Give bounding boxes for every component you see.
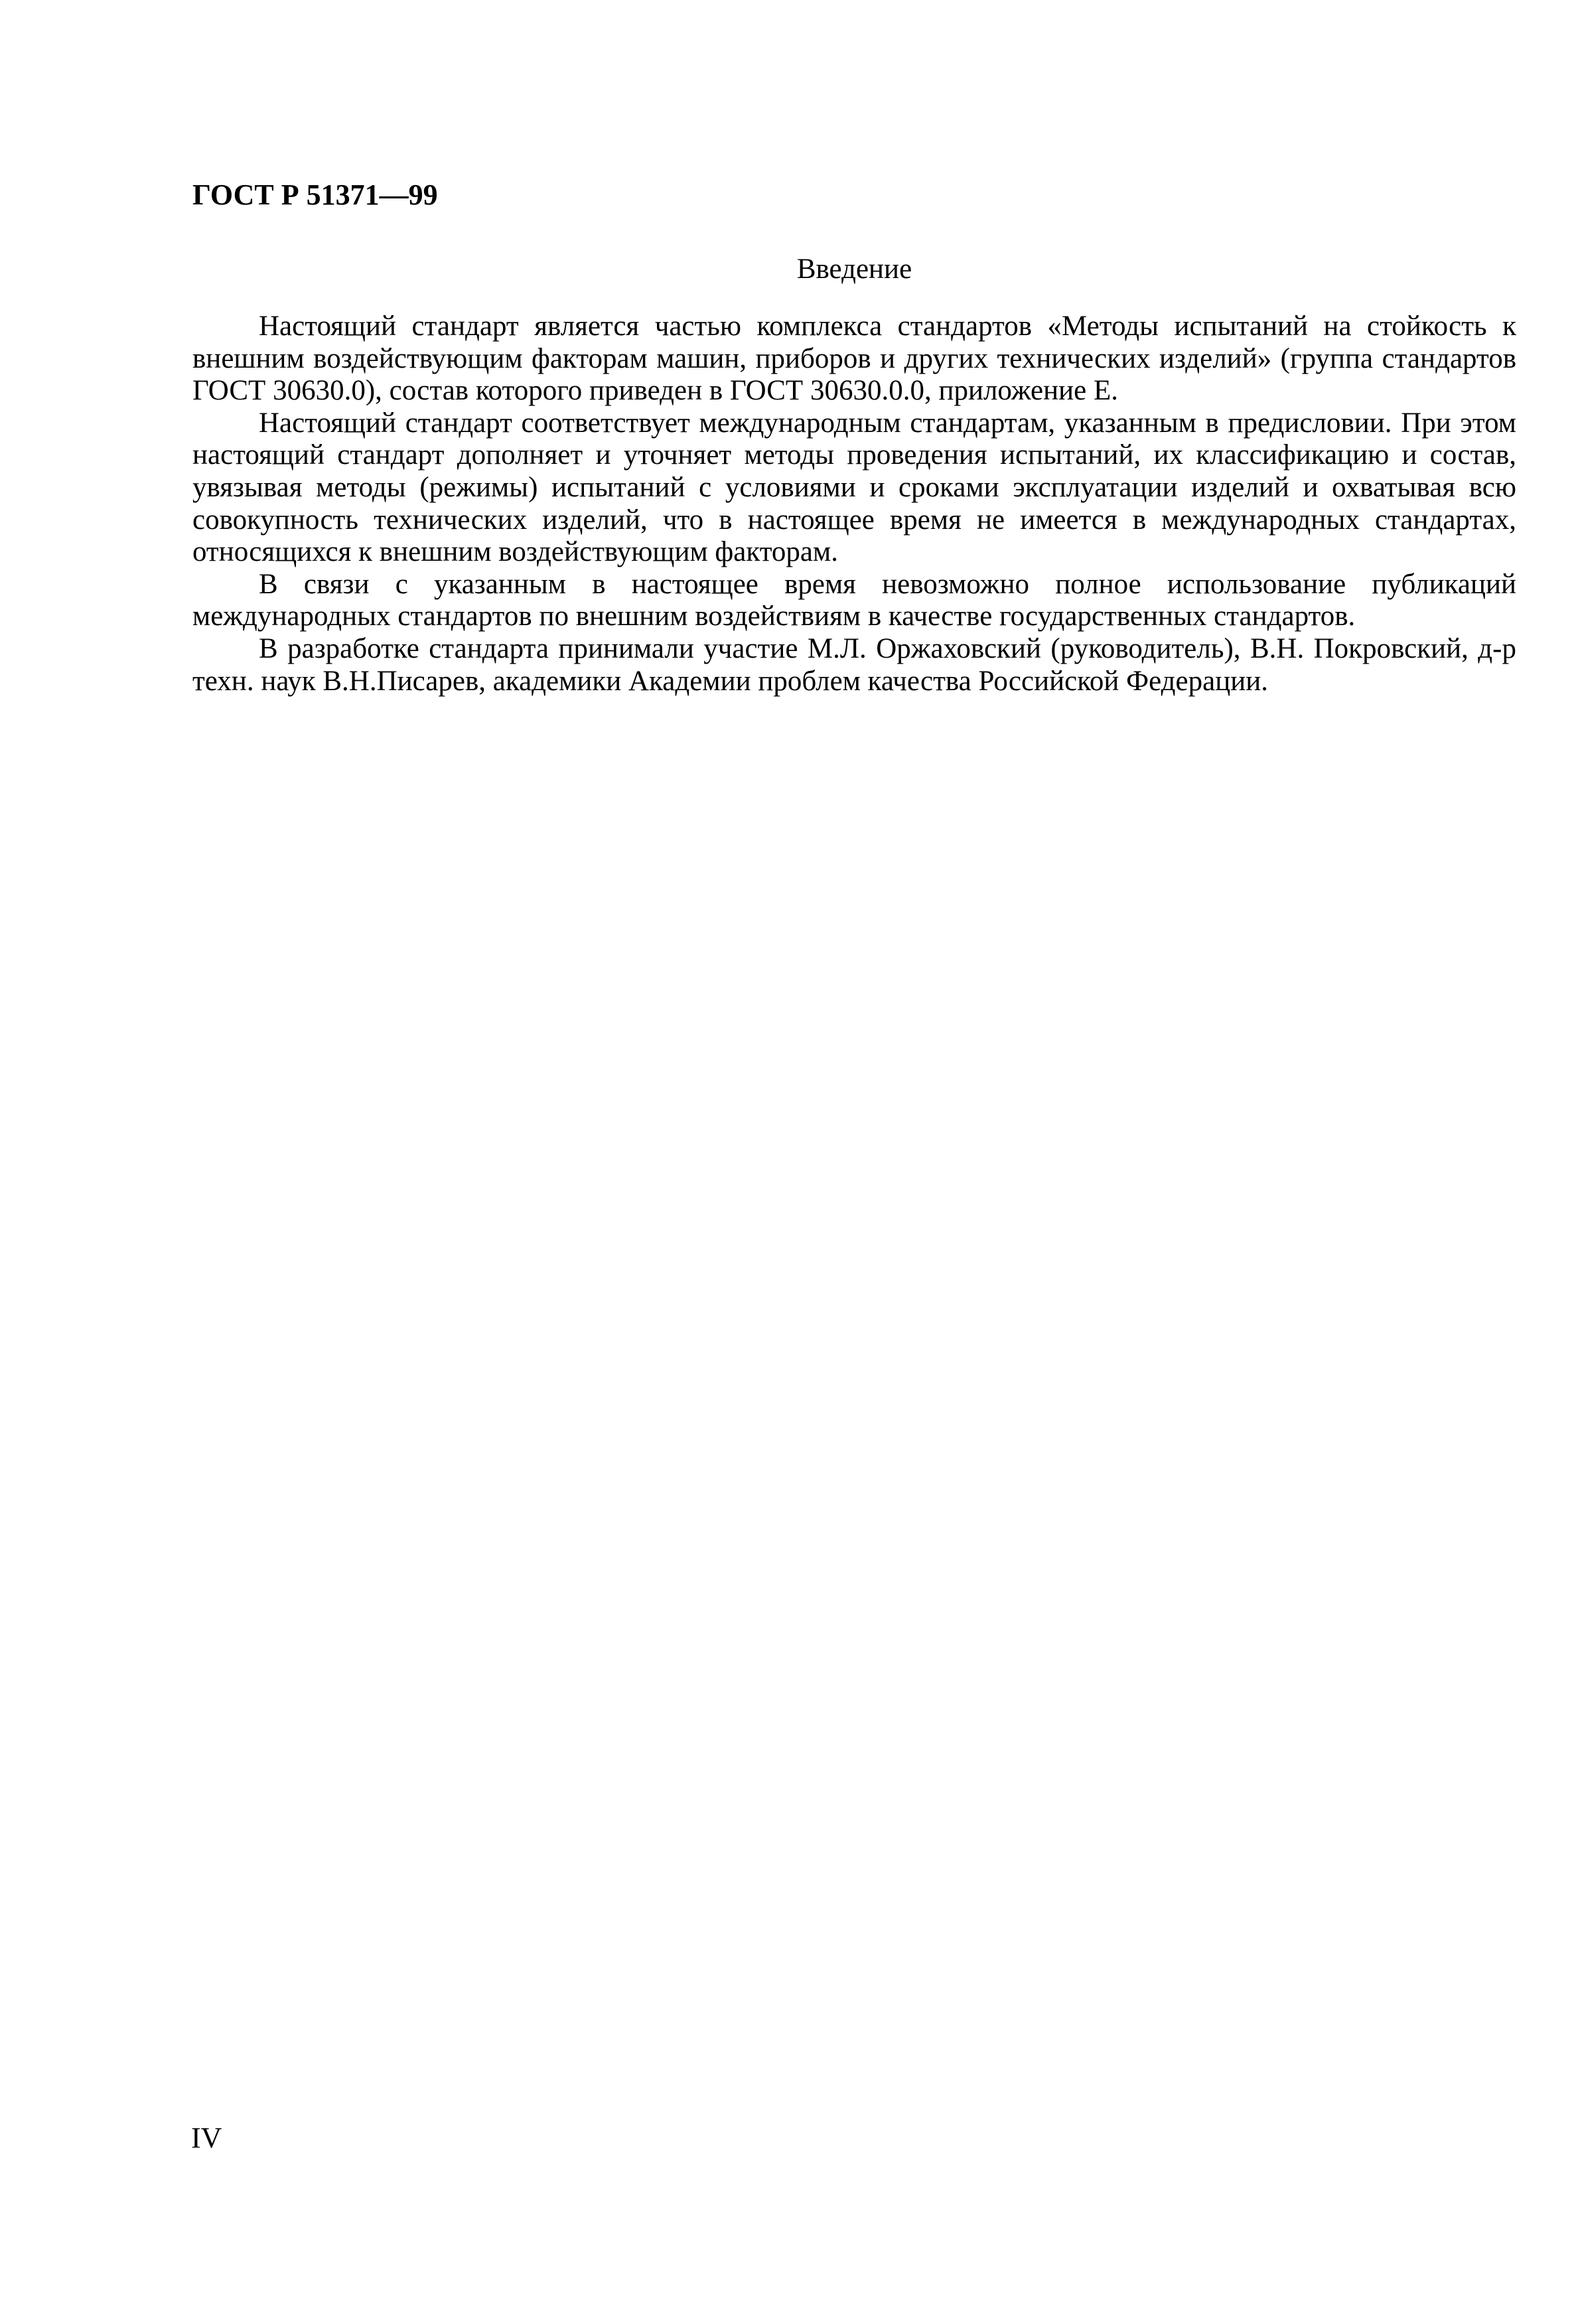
page-number: IV (191, 2122, 222, 2154)
introduction-body (192, 311, 1516, 697)
paragraph-2: Настоящий стандарт соответствует международным стандартам, указанным в предисловии. При этом настоящий стандарт дополняет и уточняет методы проведения испытаний, их классификацию и состав, увязывая методы (режимы) испытаний с условиями и сроками эксплуатации изделий и охватывая всю совокупность технических изделий, что в настоящее время не имеется в международных стандартах, относящихся к внешним воздействующим факторам. (192, 407, 1516, 568)
section-title: Введение (796, 254, 912, 285)
paragraph-1: Настоящий стандарт является частью комплекса стандартов «Методы испытаний на стойкость к внешним воздействующим факторам машин, приборов и других технических изделий» (группа стандартов ГОСТ 30630.0), состав которого приведен в ГОСТ 30630.0.0, приложение Е. (192, 311, 1516, 407)
paragraph-3: В связи с указанным в настоящее время невозможно полное использование публикаций международных стандартов по внешним воздействиям в качестве государственных стандартов. (192, 568, 1516, 632)
paragraph-4: В разработке стандарта принимали участие М.Л. Оржаховский (руководитель), В.Н. Покровский, д-р техн. наук В.Н.Писарев, академики Академии проблем качества Российской Федерации. (192, 632, 1516, 697)
document-code: ГОСТ Р 51371—99 (192, 179, 438, 211)
